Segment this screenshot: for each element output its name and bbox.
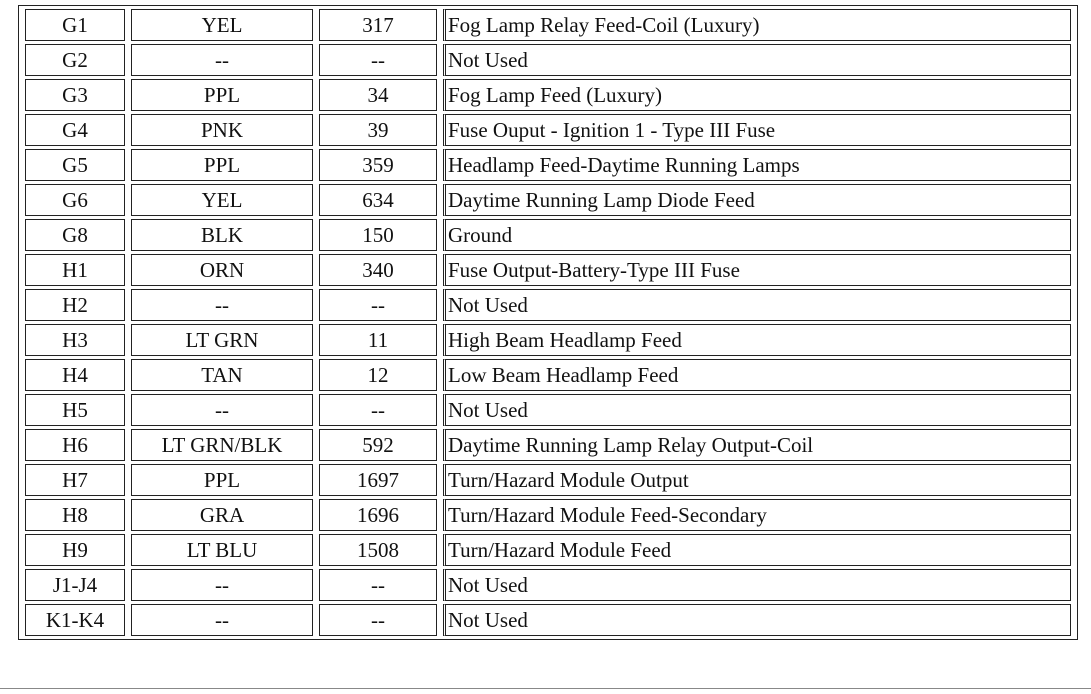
circuit-number-cell: -- xyxy=(319,394,437,426)
pin-cell: G5 xyxy=(25,149,125,181)
circuit-number-cell: 11 xyxy=(319,324,437,356)
function-cell: Turn/Hazard Module Feed-Secondary xyxy=(443,499,1071,531)
function-cell: Turn/Hazard Module Feed xyxy=(443,534,1071,566)
pin-cell: G3 xyxy=(25,79,125,111)
wire-color-cell: YEL xyxy=(131,9,313,41)
pin-cell: H1 xyxy=(25,254,125,286)
table-row xyxy=(25,604,1071,636)
table-row xyxy=(25,289,1071,321)
wire-color-cell: YEL xyxy=(131,184,313,216)
circuit-number-cell: 317 xyxy=(319,9,437,41)
circuit-number-cell: -- xyxy=(319,44,437,76)
wire-color-cell: ORN xyxy=(131,254,313,286)
function-cell: Fuse Output-Battery-Type III Fuse xyxy=(443,254,1071,286)
circuit-number-cell: 150 xyxy=(319,219,437,251)
function-cell: Not Used xyxy=(443,289,1071,321)
wire-color-cell: -- xyxy=(131,569,313,601)
function-cell: Fog Lamp Feed (Luxury) xyxy=(443,79,1071,111)
circuit-number-cell: -- xyxy=(319,569,437,601)
function-cell: Daytime Running Lamp Relay Output-Coil xyxy=(443,429,1071,461)
wire-color-cell: -- xyxy=(131,604,313,636)
pin-cell: H5 xyxy=(25,394,125,426)
function-cell: High Beam Headlamp Feed xyxy=(443,324,1071,356)
pin-cell: H2 xyxy=(25,289,125,321)
table-row xyxy=(25,9,1071,41)
function-cell: Turn/Hazard Module Output xyxy=(443,464,1071,496)
function-cell: Fog Lamp Relay Feed-Coil (Luxury) xyxy=(443,9,1071,41)
wire-color-cell: -- xyxy=(131,289,313,321)
circuit-number-cell: 34 xyxy=(319,79,437,111)
wire-color-cell: PPL xyxy=(131,149,313,181)
wire-color-cell: TAN xyxy=(131,359,313,391)
table-row xyxy=(25,534,1071,566)
table-row xyxy=(25,79,1071,111)
table-row xyxy=(25,219,1071,251)
pin-cell: G4 xyxy=(25,114,125,146)
table-row xyxy=(25,149,1071,181)
pin-cell: H7 xyxy=(25,464,125,496)
pin-cell: H8 xyxy=(25,499,125,531)
function-cell: Fuse Ouput - Ignition 1 - Type III Fuse xyxy=(443,114,1071,146)
connector-pinout-table xyxy=(19,6,1077,639)
wire-color-cell: -- xyxy=(131,44,313,76)
circuit-number-cell: 1697 xyxy=(319,464,437,496)
circuit-number-cell: 1696 xyxy=(319,499,437,531)
pin-cell: G1 xyxy=(25,9,125,41)
wire-color-cell: BLK xyxy=(131,219,313,251)
pin-cell: H3 xyxy=(25,324,125,356)
table-row xyxy=(25,429,1071,461)
circuit-number-cell: 39 xyxy=(319,114,437,146)
wire-color-cell: PPL xyxy=(131,464,313,496)
table-row xyxy=(25,254,1071,286)
function-cell: Daytime Running Lamp Diode Feed xyxy=(443,184,1071,216)
pin-cell: H9 xyxy=(25,534,125,566)
table-row xyxy=(25,464,1071,496)
function-cell: Not Used xyxy=(443,569,1071,601)
wire-color-cell: PNK xyxy=(131,114,313,146)
table-row xyxy=(25,394,1071,426)
table-row xyxy=(25,499,1071,531)
wire-color-cell: LT BLU xyxy=(131,534,313,566)
table-row xyxy=(25,569,1071,601)
pin-cell: G6 xyxy=(25,184,125,216)
circuit-number-cell: 359 xyxy=(319,149,437,181)
connector-pinout-table-frame xyxy=(18,5,1078,640)
circuit-number-cell: 634 xyxy=(319,184,437,216)
circuit-number-cell: 340 xyxy=(319,254,437,286)
function-cell: Not Used xyxy=(443,394,1071,426)
table-row xyxy=(25,359,1071,391)
page-bottom-rule xyxy=(0,688,1091,689)
circuit-number-cell: 592 xyxy=(319,429,437,461)
circuit-number-cell: -- xyxy=(319,604,437,636)
wire-color-cell: PPL xyxy=(131,79,313,111)
function-cell: Ground xyxy=(443,219,1071,251)
function-cell: Headlamp Feed-Daytime Running Lamps xyxy=(443,149,1071,181)
table-body xyxy=(25,9,1071,636)
table-row xyxy=(25,324,1071,356)
table-row xyxy=(25,114,1071,146)
circuit-number-cell: 1508 xyxy=(319,534,437,566)
pin-cell: H4 xyxy=(25,359,125,391)
wire-color-cell: LT GRN xyxy=(131,324,313,356)
circuit-number-cell: 12 xyxy=(319,359,437,391)
pin-cell: G8 xyxy=(25,219,125,251)
pin-cell: K1-K4 xyxy=(25,604,125,636)
wire-color-cell: GRA xyxy=(131,499,313,531)
function-cell: Not Used xyxy=(443,604,1071,636)
wire-color-cell: LT GRN/BLK xyxy=(131,429,313,461)
table-row xyxy=(25,44,1071,76)
wire-color-cell: -- xyxy=(131,394,313,426)
function-cell: Not Used xyxy=(443,44,1071,76)
pin-cell: J1-J4 xyxy=(25,569,125,601)
circuit-number-cell: -- xyxy=(319,289,437,321)
pin-cell: G2 xyxy=(25,44,125,76)
function-cell: Low Beam Headlamp Feed xyxy=(443,359,1071,391)
pin-cell: H6 xyxy=(25,429,125,461)
table-row xyxy=(25,184,1071,216)
